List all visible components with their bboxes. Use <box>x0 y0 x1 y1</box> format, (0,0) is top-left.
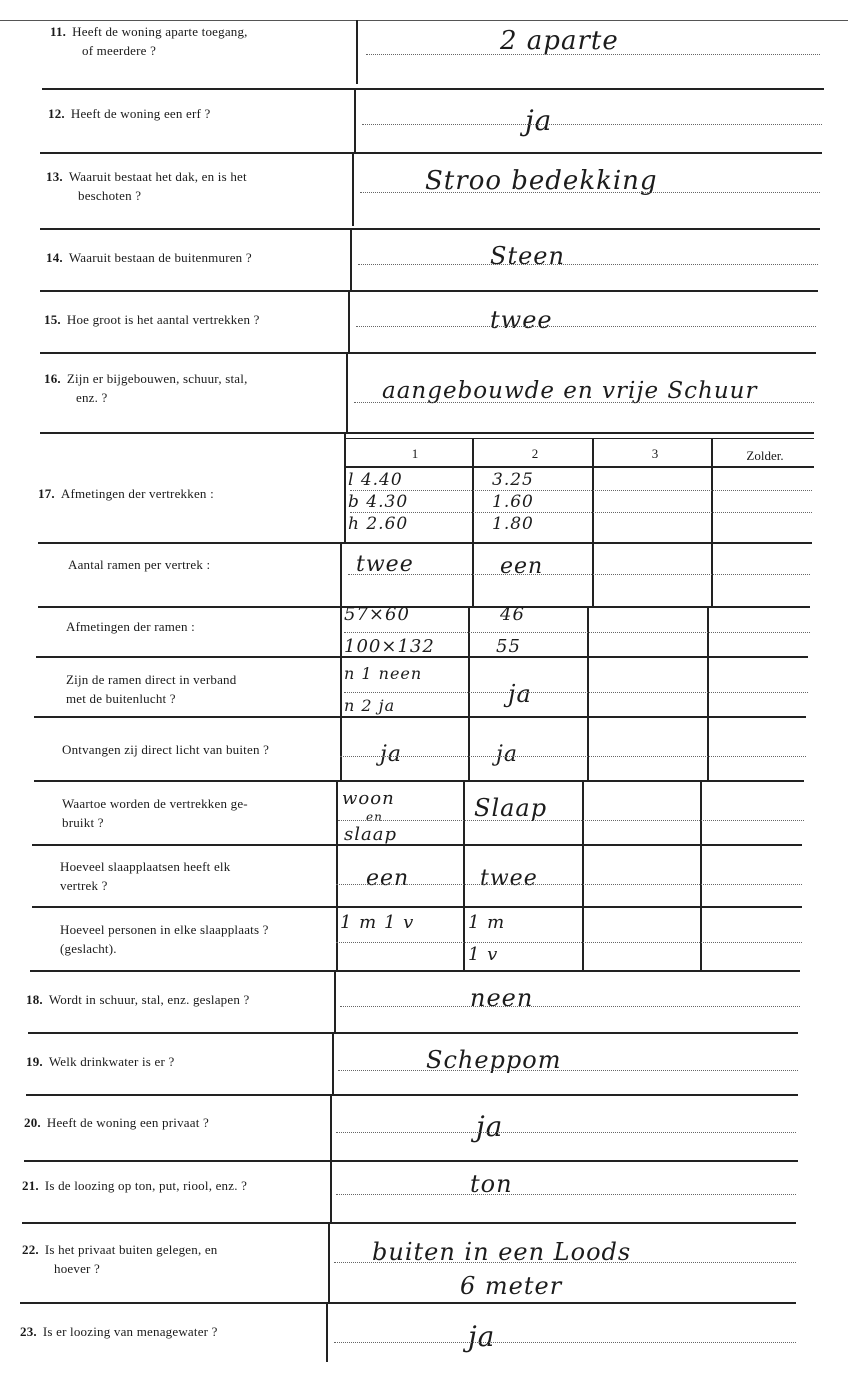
row-slaapplaatsen-rule <box>32 906 802 908</box>
q17-col2-line2: 1.60 <box>492 492 534 512</box>
row-personen-label: Hoeveel personen in elke slaapplaats ? (geslacht). <box>60 922 269 956</box>
q13-rule <box>40 228 820 230</box>
row-personen-col1: 1 m 1 v <box>340 912 415 933</box>
q15-dotline <box>356 326 816 327</box>
q18-dotline <box>340 1006 800 1007</box>
row-licht-rule <box>34 780 804 782</box>
q11-answer: 2 aparte <box>500 26 619 56</box>
q22-dotline <box>334 1262 796 1263</box>
table-header-bottom <box>344 466 814 468</box>
question-16: 16. Zijn er bijgebouwen, schuur, stal, enz. ? <box>44 371 248 405</box>
col-header-3: 3 <box>651 446 659 461</box>
row-aantal-ramen-dot <box>348 574 810 575</box>
q11-rule <box>42 88 824 90</box>
q16-divider <box>346 352 348 432</box>
q23-dotline <box>334 1342 796 1343</box>
question-15: 15. Hoe groot is het aantal vertrekken ? <box>44 312 260 327</box>
row-ramen-direct-col1a: n 1 neen <box>344 664 423 683</box>
q22-answer-line1: buiten in een Loods <box>372 1238 632 1266</box>
question-20: 20. Heeft de woning een privaat ? <box>24 1115 209 1130</box>
q11-dotline <box>366 54 820 55</box>
row-gebruik-label: Waartoe worden de vertrekken ge- bruikt ? <box>62 796 248 830</box>
row-afmetingen-ramen-label: Afmetingen der ramen : <box>66 619 195 634</box>
row-ramen-direct-col1b: n 2 ja <box>344 696 396 715</box>
q20-divider <box>330 1094 332 1160</box>
row-slaapplaatsen-col2: twee <box>480 866 538 891</box>
q17-rule <box>38 542 812 544</box>
table-col-sep-3a <box>711 438 713 608</box>
table-col-sep-2b <box>587 608 589 780</box>
row-aantal-ramen-rule <box>38 606 810 608</box>
q13-divider <box>352 152 354 226</box>
row-afmetingen-ramen-dot <box>344 632 810 633</box>
table-col-sep-3b <box>707 608 709 780</box>
row-ramen-direct-label: Zijn de ramen direct in verband met de buitenlucht ? <box>66 672 237 706</box>
row-gebruik-col1b: en <box>366 810 383 824</box>
row-aantal-ramen-col1: twee <box>356 552 414 577</box>
row-personen-rule <box>30 970 800 972</box>
question-13: 13. Waaruit bestaat het dak, en is het beschoten ? <box>46 169 247 203</box>
q17-col1-line1: l 4.40 <box>348 470 403 490</box>
row-gebruik-col1a: woon <box>342 788 395 809</box>
row-afmetingen-ramen-rule <box>36 656 808 658</box>
table-col-sep-0a <box>344 432 346 542</box>
q15-rule <box>40 352 816 354</box>
table-col-sep-2a <box>592 438 594 608</box>
col-header-2: 2 <box>531 446 539 461</box>
q20-answer: ja <box>476 1110 504 1143</box>
q19-rule <box>26 1094 798 1096</box>
q16-answer: aangebouwde en vrije Schuur <box>382 378 758 404</box>
row-slaapplaatsen-col1: een <box>366 866 410 891</box>
q14-answer: Steen <box>490 242 565 270</box>
q21-divider <box>330 1160 332 1222</box>
row-afmetingen-ramen-col1b: 100×132 <box>344 636 435 657</box>
row-licht-label: Ontvangen zij direct licht van buiten ? <box>62 742 270 757</box>
q19-divider <box>332 1032 334 1094</box>
row-gebruik-dot <box>338 820 804 821</box>
q14-rule <box>40 290 818 292</box>
q17-col2-line3: 1.80 <box>492 514 534 534</box>
row-licht-col1: ja <box>380 742 402 767</box>
q17-col1-line3: h 2.60 <box>348 514 409 534</box>
q17-dot-1 <box>350 490 812 491</box>
q12-dotline <box>362 124 822 125</box>
q22-divider <box>328 1222 330 1302</box>
q18-divider <box>334 970 336 1032</box>
question-17: 17. Afmetingen der vertrekken : <box>38 486 214 501</box>
q20-dotline <box>336 1132 796 1133</box>
top-rule <box>0 20 848 21</box>
row-afmetingen-ramen-col1a: 57×60 <box>344 604 410 625</box>
q15-answer: twee <box>490 306 553 334</box>
q12-rule <box>40 152 822 154</box>
question-19: 19. Welk drinkwater is er ? <box>26 1054 175 1069</box>
q13-dotline <box>360 192 820 193</box>
row-aantal-ramen-label: Aantal ramen per vertrek : <box>68 557 211 572</box>
q19-answer: Scheppom <box>426 1046 562 1074</box>
row-slaapplaatsen-dot <box>336 884 802 885</box>
table-col-sep-1b <box>468 608 470 780</box>
question-22: 22. Is het privaat buiten gelegen, en hoever ? <box>22 1242 218 1276</box>
q16-rule <box>40 432 814 434</box>
q17-col2-line1: 3.25 <box>492 470 534 490</box>
row-personen-dot <box>336 942 802 943</box>
question-11: 11. Heeft de woning aparte toegang, of meerdere ? <box>50 24 248 58</box>
q11-divider <box>356 20 358 84</box>
q23-divider <box>326 1302 328 1362</box>
row-slaapplaatsen-label: Hoeveel slaapplaatsen heeft elk vertrek ? <box>60 859 231 893</box>
q12-divider <box>354 90 356 152</box>
question-14: 14. Waaruit bestaan de buitenmuren ? <box>46 250 252 265</box>
question-23: 23. Is er loozing van menagewater ? <box>20 1324 218 1339</box>
table-col-sep-0b <box>340 542 342 780</box>
row-gebruik-col1c: slaap <box>344 824 397 845</box>
q22-answer-line2: 6 meter <box>460 1272 563 1300</box>
q18-answer: neen <box>470 984 534 1012</box>
row-licht-dot <box>340 756 806 757</box>
q18-rule <box>28 1032 798 1034</box>
q14-dotline <box>358 264 818 265</box>
row-personen-col2b: 1 v <box>468 944 499 965</box>
table-header-top <box>344 438 814 439</box>
question-18: 18. Wordt in schuur, stal, enz. geslapen ? <box>26 992 250 1007</box>
row-ramen-direct-dot <box>344 692 808 693</box>
q13-answer: Stroo bedekking <box>425 166 658 196</box>
q14-divider <box>350 228 352 290</box>
col-header-1: 1 <box>411 446 419 461</box>
q21-rule <box>22 1222 796 1224</box>
row-aantal-ramen-col2: een <box>500 554 544 579</box>
row-ramen-direct-col2: ja <box>508 680 532 708</box>
row-personen-col2a: 1 m <box>468 912 506 933</box>
question-21: 21. Is de loozing op ton, put, riool, enz. ? <box>22 1178 248 1193</box>
row-afmetingen-ramen-col2b: 55 <box>496 636 521 657</box>
q17-col1-line2: b 4.30 <box>348 492 409 512</box>
question-12: 12. Heeft de woning een erf ? <box>48 106 211 121</box>
q15-divider <box>348 290 350 352</box>
row-ramen-direct-rule <box>34 716 806 718</box>
q21-answer: ton <box>470 1170 513 1198</box>
q20-rule <box>24 1160 798 1162</box>
q22-rule <box>20 1302 796 1304</box>
q23-answer: ja <box>468 1320 496 1353</box>
row-gebruik-col2: Slaap <box>474 794 548 822</box>
col-header-zolder: Zolder. <box>746 448 784 463</box>
q19-dotline <box>338 1070 798 1071</box>
table-col-sep-1a <box>472 438 474 608</box>
row-afmetingen-ramen-col2a: 46 <box>500 604 525 625</box>
q17-dot-2 <box>350 512 812 513</box>
row-licht-col2: ja <box>496 742 518 767</box>
q12-answer: ja <box>525 104 553 137</box>
q16-dotline <box>354 402 814 403</box>
q21-dotline <box>336 1194 796 1195</box>
row-gebruik-rule <box>32 844 802 846</box>
